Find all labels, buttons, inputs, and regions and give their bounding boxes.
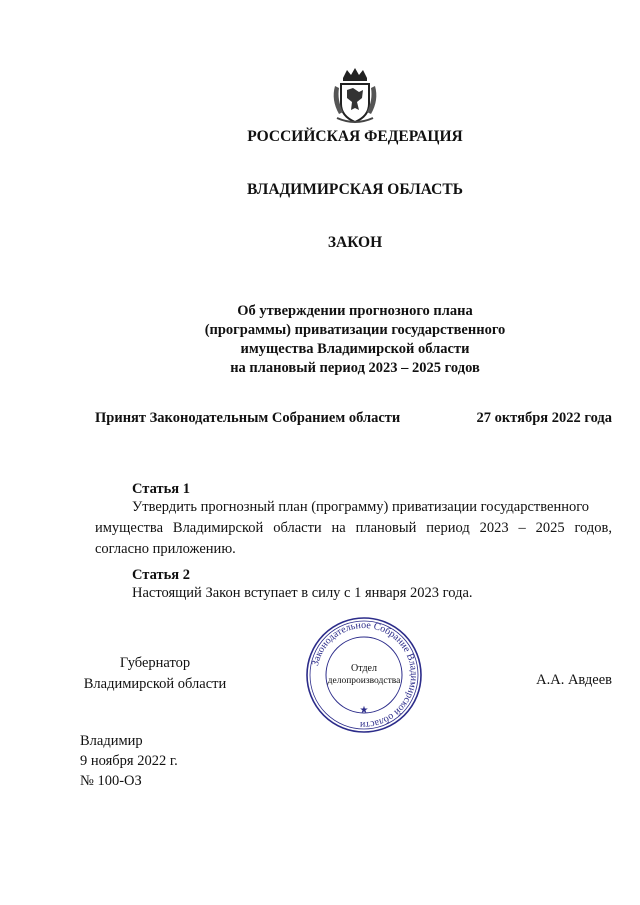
country-heading: РОССИЙСКАЯ ФЕДЕРАЦИЯ [247,128,463,145]
official-stamp [304,615,424,735]
law-title [0,302,640,378]
document-footer [80,731,178,791]
law-title-line: имущества Владимирской области [240,341,470,357]
law-title-line: (программы) приватизации государственного [204,322,506,338]
signatory-title [80,653,230,695]
article-1-heading: Статья 1 [132,481,190,497]
signatory-name: А.А. Авдеев [536,672,612,688]
region-heading: ВЛАДИМИРСКАЯ ОБЛАСТЬ [247,181,463,198]
article-2-heading: Статья 2 [132,567,190,583]
document-type-heading: ЗАКОН [327,234,383,251]
law-title-line: на плановый период 2023 – 2025 годов [230,360,480,376]
stamp-center-line: Отдел [351,663,377,674]
adoption-statement: Принят Законодательным Собранием области [95,410,401,426]
article-1-text-line: Утвердить прогнозный план (программу) приватизации государственного [132,499,590,515]
footer-date: 9 ноября 2022 г. [80,753,178,769]
article-1-text-line: имущества Владимирской области на плановый период 2023 – 2025 годов, [95,520,612,536]
signatory-title-line: Губернатор [119,655,191,671]
article-2-text-line: Настоящий Закон вступает в силу с 1 января 2023 года. [132,585,473,601]
stamp-ring-text: Законодательное Собрание Владимирской области [309,619,420,731]
footer-city: Владимир [80,733,143,749]
footer-number: № 100-ОЗ [80,773,142,789]
stamp-star-icon: ★ [359,705,369,716]
signatory-title-line: Владимирской области [83,676,227,692]
adoption-date: 27 октября 2022 года [476,410,612,426]
stamp-center-line: делопроизводства [327,676,401,686]
coat-of-arms-emblem [329,64,381,126]
law-title-line: Об утверждении прогнозного плана [237,303,473,319]
article-1-text-line: согласно приложению. [95,541,236,557]
